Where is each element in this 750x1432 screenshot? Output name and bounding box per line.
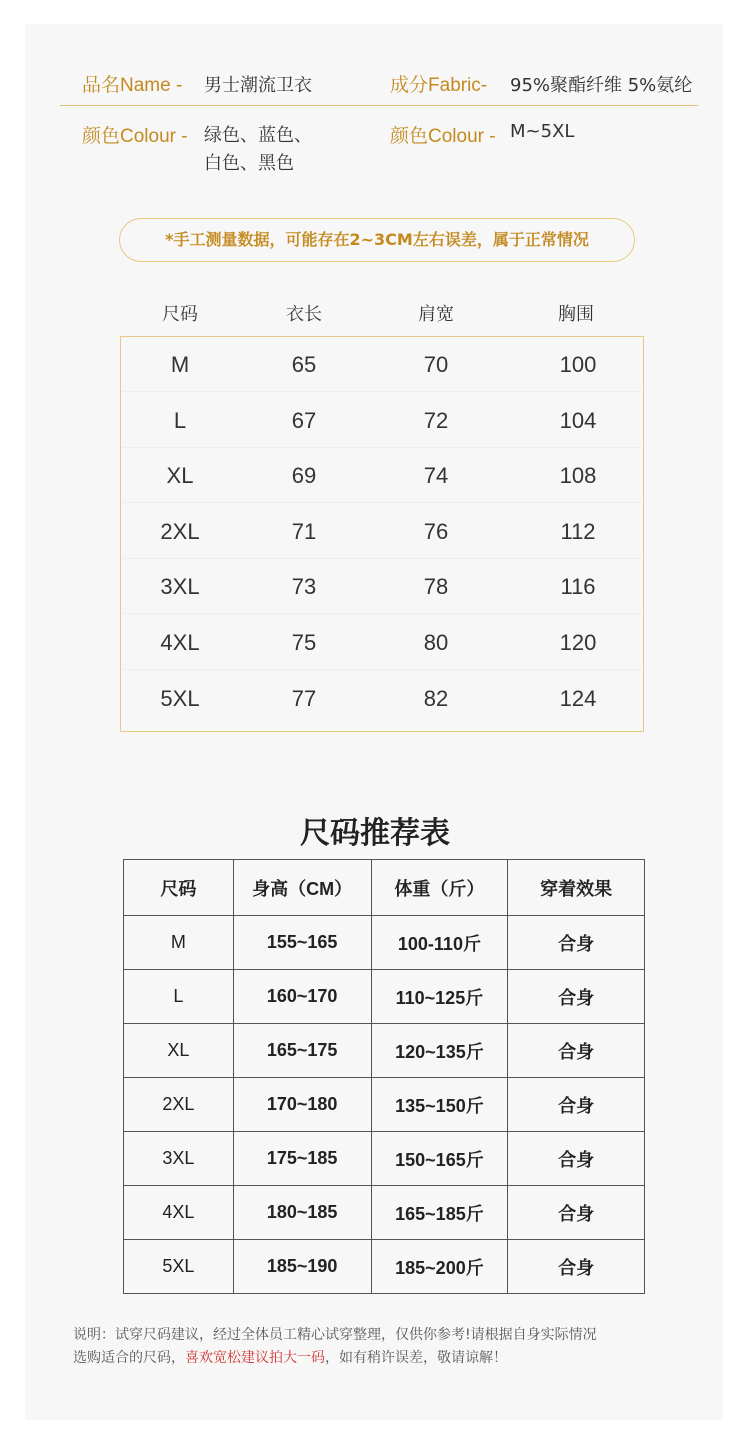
name-label-en: Name - xyxy=(120,75,183,96)
size-cell-length: 67 xyxy=(291,407,317,433)
name-label-cn: 品名 xyxy=(82,74,121,96)
recommend-cell-height: 170~180 xyxy=(233,1078,371,1132)
colour-value-line1: 绿色、蓝色、 xyxy=(204,125,312,146)
size-cell-length: 69 xyxy=(291,463,317,489)
recommend-cell-fit: 合身 xyxy=(508,1186,645,1240)
size-cell-chest: 120 xyxy=(559,630,597,655)
size-cell-chest: 100 xyxy=(559,352,597,377)
recommend-cell-height: 175~185 xyxy=(233,1132,371,1186)
size-cell-shoulder: 82 xyxy=(423,685,449,711)
recommend-row xyxy=(124,916,645,970)
size-cell-chest: 108 xyxy=(559,463,597,489)
size-cell-size: 2XL xyxy=(160,518,200,544)
size-cell-size: XL xyxy=(166,463,194,489)
fabric-label xyxy=(390,70,487,97)
size-cell-shoulder: 76 xyxy=(423,518,449,544)
footer-line2-b: ，如有稍许误差，敬请谅解！ xyxy=(325,1350,507,1366)
recommend-cell-fit: 合身 xyxy=(508,1240,645,1294)
recommend-cell-size: 5XL xyxy=(124,1240,234,1294)
fabric-label-cn: 成分 xyxy=(390,74,429,96)
size-row xyxy=(121,559,643,614)
recommend-cell-fit: 合身 xyxy=(508,1078,645,1132)
size-row xyxy=(121,393,643,448)
fabric-value: 95%聚酯纤维 5%氨纶 xyxy=(510,75,693,96)
size-cell-size: 5XL xyxy=(160,685,200,711)
recommend-cell-weight: 120~135斤 xyxy=(371,1024,508,1078)
size-cell-length: 75 xyxy=(291,630,317,655)
footer-note xyxy=(73,1324,597,1370)
size-cell-shoulder: 78 xyxy=(423,574,449,600)
size-range-label-en: Colour - xyxy=(428,126,496,147)
colour-label xyxy=(82,121,188,148)
size-cell-length: 77 xyxy=(291,685,317,711)
recommend-cell-fit: 合身 xyxy=(508,970,645,1024)
recommend-cell-size: L xyxy=(124,970,234,1024)
recommend-header-weight: 体重（斤） xyxy=(371,860,508,916)
recommend-row xyxy=(124,970,645,1024)
recommend-table xyxy=(123,859,645,1294)
footer-line2 xyxy=(73,1347,597,1370)
size-range-label xyxy=(390,121,496,148)
size-cell-length: 65 xyxy=(291,352,317,377)
size-cell-shoulder: 80 xyxy=(423,630,449,655)
size-row xyxy=(121,448,643,503)
recommend-cell-height: 155~165 xyxy=(233,916,371,970)
size-header-chest: 胸围 xyxy=(558,304,594,325)
size-row xyxy=(121,671,643,726)
colour-value-line2: 白色、黑色 xyxy=(204,153,294,174)
footer-line1: 说明：试穿尺码建议，经过全体员工精心试穿整理，仅供你参考!请根据自身实际情况 xyxy=(73,1327,597,1343)
recommend-header-row xyxy=(124,860,645,916)
fabric-label-en: Fabric- xyxy=(428,75,488,96)
recommend-cell-weight: 165~185斤 xyxy=(371,1186,508,1240)
size-range-value: M~5XL xyxy=(510,121,575,142)
name-value: 男士潮流卫衣 xyxy=(204,75,312,96)
size-row xyxy=(121,337,643,392)
recommend-header-fit: 穿着效果 xyxy=(508,860,645,916)
recommend-cell-size: XL xyxy=(124,1024,234,1078)
colour-label-en: Colour - xyxy=(120,126,188,147)
recommend-cell-height: 185~190 xyxy=(233,1240,371,1294)
recommend-row xyxy=(124,1186,645,1240)
recommend-cell-weight: 135~150斤 xyxy=(371,1078,508,1132)
recommend-cell-fit: 合身 xyxy=(508,1024,645,1078)
recommend-title: 尺码推荐表 xyxy=(300,816,450,851)
recommend-header-height: 身高（CM） xyxy=(233,860,371,916)
size-cell-chest: 116 xyxy=(560,574,596,600)
size-cell-size: M xyxy=(170,352,190,377)
recommend-cell-weight: 110~125斤 xyxy=(371,970,508,1024)
colour-label-cn: 颜色 xyxy=(82,125,121,147)
info-divider xyxy=(60,105,698,106)
size-cell-shoulder: 72 xyxy=(423,407,449,433)
recommend-cell-weight: 185~200斤 xyxy=(371,1240,508,1294)
size-range-label-cn: 颜色 xyxy=(390,125,429,147)
size-cell-chest: 112 xyxy=(560,518,596,544)
size-cell-length: 71 xyxy=(291,518,317,544)
footer-line2-red: 喜欢宽松建议拍大一码 xyxy=(185,1350,325,1366)
size-cell-size: L xyxy=(173,407,187,433)
recommend-cell-size: 2XL xyxy=(124,1078,234,1132)
size-cell-size: 3XL xyxy=(160,574,200,600)
recommend-cell-height: 165~175 xyxy=(233,1024,371,1078)
size-cell-shoulder: 74 xyxy=(423,463,449,489)
size-row xyxy=(121,615,643,670)
size-row xyxy=(121,504,643,559)
size-cell-chest: 124 xyxy=(559,685,597,711)
recommend-cell-height: 160~170 xyxy=(233,970,371,1024)
measurement-note: *手工测量数据，可能存在2~3CM左右误差，属于正常情况 xyxy=(119,218,635,262)
footer-line2-a: 选购适合的尺码， xyxy=(73,1350,185,1366)
recommend-cell-weight: 100-110斤 xyxy=(371,916,508,970)
size-cell-length: 73 xyxy=(291,574,317,600)
size-header-shoulder: 肩宽 xyxy=(418,304,454,325)
recommend-cell-size: 3XL xyxy=(124,1132,234,1186)
size-cell-chest: 104 xyxy=(559,407,597,433)
name-label xyxy=(82,70,182,97)
recommend-row xyxy=(124,1132,645,1186)
recommend-cell-size: M xyxy=(124,916,234,970)
recommend-cell-size: 4XL xyxy=(124,1186,234,1240)
recommend-header-size: 尺码 xyxy=(124,860,234,916)
size-header-size: 尺码 xyxy=(162,304,198,325)
recommend-row xyxy=(124,1024,645,1078)
size-header-length: 衣长 xyxy=(286,304,322,325)
recommend-cell-fit: 合身 xyxy=(508,916,645,970)
size-table xyxy=(120,336,644,732)
recommend-row xyxy=(124,1240,645,1294)
size-cell-shoulder: 70 xyxy=(423,352,449,377)
recommend-cell-weight: 150~165斤 xyxy=(371,1132,508,1186)
recommend-row xyxy=(124,1078,645,1132)
recommend-cell-height: 180~185 xyxy=(233,1186,371,1240)
recommend-cell-fit: 合身 xyxy=(508,1132,645,1186)
size-cell-size: 4XL xyxy=(160,630,200,655)
